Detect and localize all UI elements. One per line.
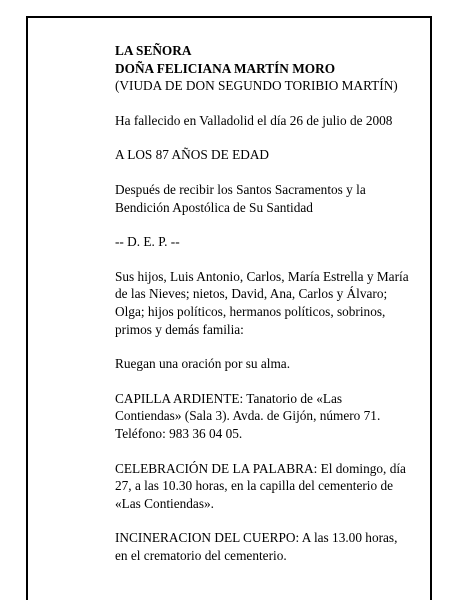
prayer-line: Ruegan una oración por su alma. bbox=[115, 356, 291, 372]
title-line-1: LA SEÑORA bbox=[115, 43, 192, 58]
celebration-paragraph: CELEBRACIÓN DE LA PALABRA: El domingo, día 27, a las 10.30 horas, en la capilla del cementerio de «Las Contiendas». bbox=[115, 460, 406, 511]
title-line-3: (VIUDA DE DON SEGUNDO TORIBIO MARTÍN) bbox=[115, 78, 398, 94]
cremation-paragraph: INCINERACION DEL CUERPO: A las 13.00 horas, en el crematorio del cementerio. bbox=[115, 530, 398, 563]
family-paragraph: Sus hijos, Luis Antonio, Carlos, María Estrella y María de las Nieves; nietos, David, Ana, Carlos y Álvaro; Olga; hijos políticos, hermanos políticos, sobrinos, primos y demás familia: bbox=[115, 268, 409, 337]
death-info: Ha fallecido en Valladolid el día 26 de julio de 2008 bbox=[115, 112, 393, 128]
notice-frame bbox=[26, 16, 432, 600]
notice-body bbox=[115, 42, 411, 564]
rip-line: -- D. E. P. -- bbox=[115, 234, 180, 250]
title-line-2: DOÑA FELICIANA MARTÍN MORO bbox=[115, 60, 336, 76]
age-line: A LOS 87 AÑOS DE EDAD bbox=[115, 147, 270, 163]
sacraments-line: Después de recibir los Santos Sacramentos y la Bendición Apostólica de Su Santidad bbox=[115, 181, 366, 215]
chapel-paragraph: CAPILLA ARDIENTE: Tanatorio de «Las Contiendas» (Sala 3). Avda. de Gijón, número 71. Teléfono: 983 36 04 05. bbox=[115, 390, 381, 441]
